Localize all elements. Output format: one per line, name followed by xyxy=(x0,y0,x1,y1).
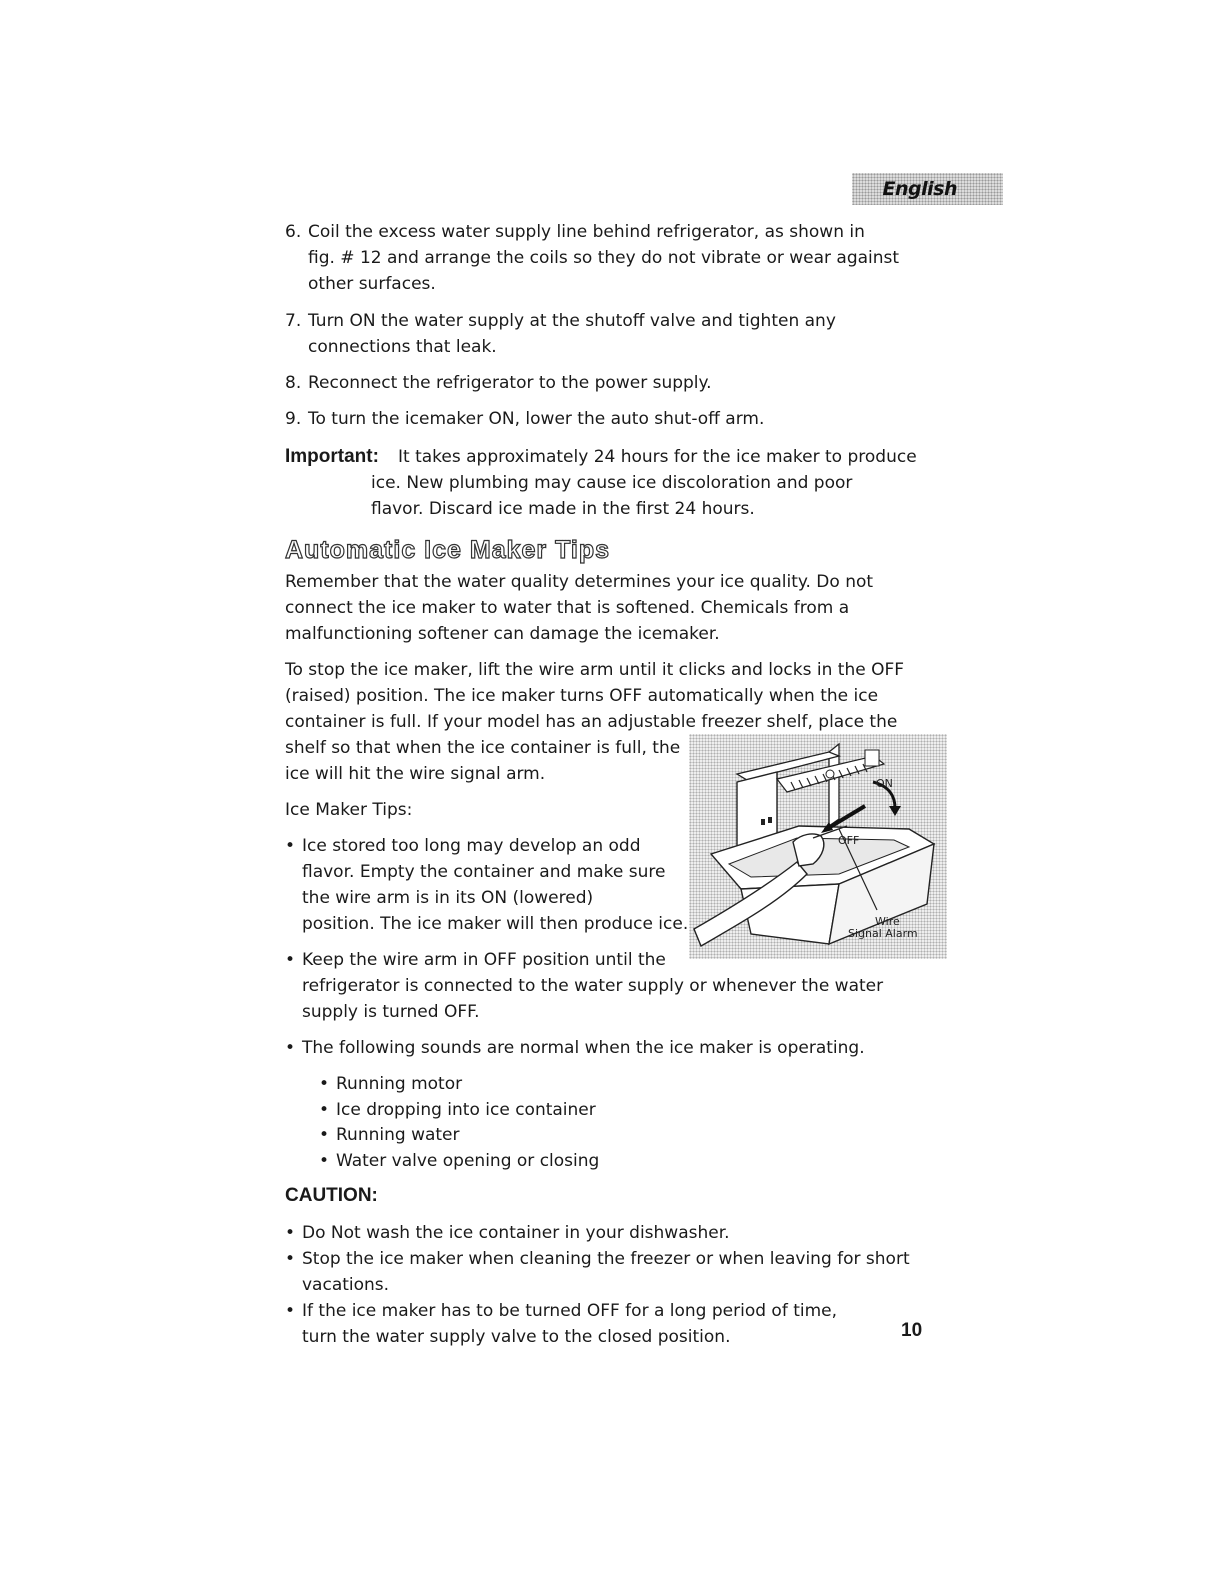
sound-item-3: Running water xyxy=(336,1125,460,1145)
bullet-marker: • xyxy=(285,950,296,970)
bullet-marker: • xyxy=(285,1301,296,1321)
para1-line-3: malfunctioning softener can damage the icemaker. xyxy=(285,624,720,644)
language-tab xyxy=(852,173,1003,205)
step-9-line-1: To turn the icemaker ON, lower the auto shut-off arm. xyxy=(308,409,765,429)
language-label: English xyxy=(882,178,957,200)
caution-item-2-line-2: vacations. xyxy=(302,1275,390,1295)
para1-line-2: connect the ice maker to water that is softened. Chemicals from a xyxy=(285,598,850,618)
para1-line-1: Remember that the water quality determines your ice quality. Do not xyxy=(285,572,874,592)
bullet-marker: • xyxy=(285,1038,296,1058)
para2-line-5: ice will hit the wire signal arm. xyxy=(285,764,546,784)
para2-line-2: (raised) position. The ice maker turns OFF automatically when the ice xyxy=(285,686,879,706)
bullet-marker: • xyxy=(319,1100,330,1120)
step-6-line-1: Coil the excess water supply line behind refrigerator, as shown in xyxy=(308,222,865,242)
para2-line-4: shelf so that when the ice container is full, the xyxy=(285,738,681,758)
bullet-marker: • xyxy=(319,1151,330,1171)
off-label: OFF xyxy=(838,834,860,847)
caution-item-3-line-1: If the ice maker has to be turned OFF for a long period of time, xyxy=(302,1301,838,1321)
tip1-line-4: position. The ice maker will then produce ice. xyxy=(302,914,689,934)
signal-alarm-label: Signal Alarm xyxy=(848,927,918,940)
para2-line-3: container is full. If your model has an adjustable freezer shelf, place the xyxy=(285,712,898,732)
caution-item-3-line-2: turn the water supply valve to the closed position. xyxy=(302,1327,731,1347)
section-title: Automatic Ice Maker Tips xyxy=(285,536,611,564)
step-7-line-1: Turn ON the water supply at the shutoff valve and tighten any xyxy=(308,311,836,331)
caution-item-1: Do Not wash the ice container in your dishwasher. xyxy=(302,1223,730,1243)
sound-item-4: Water valve opening or closing xyxy=(336,1151,600,1171)
ice-maker-figure xyxy=(689,734,947,959)
step-8-number: 8. xyxy=(285,373,302,393)
tip3-line-1: The following sounds are normal when the ice maker is operating. xyxy=(302,1038,865,1058)
important-line-3: flavor. Discard ice made in the first 24 hours. xyxy=(371,499,755,519)
tip2-line-1: Keep the wire arm in OFF position until the xyxy=(302,950,666,970)
tip2-line-3: supply is turned OFF. xyxy=(302,1002,480,1022)
step-7-number: 7. xyxy=(285,311,302,331)
tip1-line-2: flavor. Empty the container and make sure xyxy=(302,862,666,882)
on-label: ON xyxy=(876,777,893,790)
sound-item-2: Ice dropping into ice container xyxy=(336,1100,596,1120)
bullet-marker: • xyxy=(319,1125,330,1145)
para2-line-1: To stop the ice maker, lift the wire arm until it clicks and locks in the OFF xyxy=(285,660,905,680)
important-line-2: ice. New plumbing may cause ice discoloration and poor xyxy=(371,473,853,493)
step-9-number: 9. xyxy=(285,409,302,429)
step-6-number: 6. xyxy=(285,222,302,242)
wire-label: Wire xyxy=(875,915,900,928)
page-number: 10 xyxy=(901,1320,923,1341)
sound-item-1: Running motor xyxy=(336,1074,463,1094)
tip1-line-3: the wire arm is in its ON (lowered) xyxy=(302,888,594,908)
caution-item-2-line-1: Stop the ice maker when cleaning the freezer or when leaving for short xyxy=(302,1249,910,1269)
tip1-line-1: Ice stored too long may develop an odd xyxy=(302,836,641,856)
tips-heading: Ice Maker Tips: xyxy=(285,800,413,820)
bullet-marker: • xyxy=(319,1074,330,1094)
bullet-marker: • xyxy=(285,1223,296,1243)
tip2-line-2: refrigerator is connected to the water supply or whenever the water xyxy=(302,976,884,996)
important-line-1: It takes approximately 24 hours for the ice maker to produce xyxy=(398,447,917,467)
ice-maker-illustration xyxy=(689,734,947,959)
step-6-line-2: fig. # 12 and arrange the coils so they do not vibrate or wear against xyxy=(308,248,900,268)
important-label: Important: xyxy=(285,446,379,467)
step-7-line-2: connections that leak. xyxy=(308,337,497,357)
bullet-marker: • xyxy=(285,1249,296,1269)
caution-label: CAUTION: xyxy=(285,1185,378,1206)
step-8-line-1: Reconnect the refrigerator to the power supply. xyxy=(308,373,712,393)
bullet-marker: • xyxy=(285,836,296,856)
step-6-line-3: other surfaces. xyxy=(308,274,436,294)
